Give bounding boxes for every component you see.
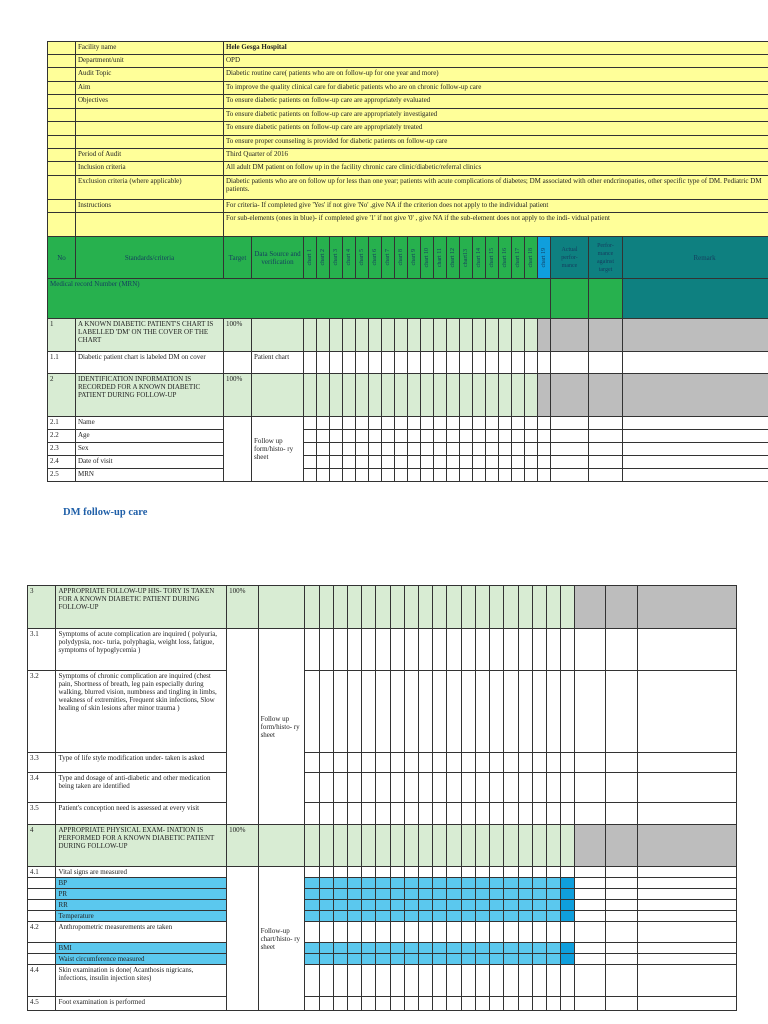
row-no: 3.3 [28,753,56,773]
header-chart: chart13 [463,248,469,267]
sub-criterion-row [48,352,768,374]
period-row [48,149,768,162]
header-chart: chart 18 [528,247,534,268]
data-source: Follow-up chart/histo- ry sheet [258,867,305,1011]
header-chart: chart 2 [320,249,326,266]
row-target: 100% [224,374,252,417]
objective-row [48,122,768,136]
department-row [48,55,768,68]
criterion-text: Vital signs are measured [56,867,227,878]
sub-criterion-row [28,997,737,1011]
aim-value: To improve the quality clinical care for diabetic patients who are on chronic follow-up care [224,82,768,95]
aim-row [48,82,768,95]
facility-label: Facility name [76,42,224,55]
criterion-text: Type of life style modification under- taken is asked [56,753,227,773]
objective-row [48,136,768,149]
sub-criterion-row [48,417,768,430]
data-source: Follow up form/histo- ry sheet [252,417,304,482]
instructions-row [48,200,768,213]
criterion-row [48,319,768,352]
header-chart: chart 14 [476,247,482,268]
row-no: 2 [48,374,76,417]
header-chart: chart 16 [502,247,508,268]
exclusion-value: Diabetic patients who are on follow up for less than one year; patients with acute complications of diabetes; DM associated with other endcrinopaties, other specific type of DM. Pediatric DM patients. [224,176,768,200]
sub-criterion-row [48,456,768,469]
sub-criterion-row [28,803,737,825]
sub-criterion-row [28,773,737,803]
criterion-text: IDENTIFICATION INFORMATION IS RECORDED FOR A KNOWN DIABETIC PATIENT DURING FOLLOW-UP [76,374,224,417]
header-remark: Remark [623,237,768,279]
row-no: 4 [28,825,56,867]
sub-element-row [28,954,737,965]
header-chart: chart 6 [372,249,378,266]
section-title: DM follow-up care [63,507,148,518]
criterion-text: Symptoms of acute complication are inquired ( polyuria, polydypsia, noc- turia, polyphagia, weight loss, fatigue, symptoms of hypoglycemia ) [56,629,227,671]
objective-row [48,109,768,122]
inclusion-row [48,162,768,176]
criterion-text: Diabetic patient chart is labeled DM on cover [76,352,224,374]
header-chart: chart 5 [359,249,365,266]
sub-element-row [28,900,737,911]
period-label: Period of Audit [76,149,224,162]
data-source: Patient chart [252,352,304,374]
header-chart: chart 7 [385,249,391,266]
data-source: Follow up form/histo- ry sheet [258,629,305,825]
sub-criterion-row [28,965,737,997]
sub-criterion-row [28,671,737,753]
header-chart: chart 12 [450,247,456,268]
criterion-text: Skin examination is done( Acanthosis nigricans, infections, insulin injection sites) [56,965,227,997]
sub-criterion-row [48,430,768,443]
department-label: Department/unit [76,55,224,68]
instruction-1: For criteria- If completed give 'Yes' if not give 'No' ,give NA if the criterion does not apply to the individual patient [224,200,768,213]
header-performance: Perfor- mance against target [589,237,623,279]
row-target: 100% [227,586,258,629]
header-chart: chart 11 [437,247,443,268]
row-target: 100% [227,825,258,867]
header-chart: chart 3 [333,249,339,266]
row-no: 4.2 [28,922,56,943]
criterion-text: Anthropometric measurements are taken [56,922,227,943]
objective-2: To ensure diabetic patients on follow-up care are appropriately investigated [224,109,768,122]
department-value: OPD [224,55,768,68]
inclusion-value: All adult DM patient on follow up in the facility chronic care clinic/diabetic/referral clinics [224,162,768,176]
row-no: 3.1 [28,629,56,671]
exclusion-row [48,176,768,200]
mrn-row [48,279,768,319]
criterion-text: Type and dosage of anti-diabetic and other medication being taken are identified [56,773,227,803]
topic-label: Audit Topic [76,68,224,82]
followup-table [27,585,737,1011]
criterion-row [48,374,768,417]
header-chart: chart 10 [424,247,430,268]
sub-element-row [28,878,737,889]
objectives-label: Objectives [76,95,224,109]
instructions-row [48,213,768,237]
header-chart: chart 8 [398,249,404,266]
sub-element-row [28,911,737,922]
inclusion-label: Inclusion criteria [76,162,224,176]
sub-element-label: Temperature [56,911,227,922]
criterion-text: Symptoms of chronic complication are inquired (chest pain, Shortness of breath, leg pain especially during walking, blurred vision, numbness and tingling in limbs, weakness of extremities, Frequent skin infections, Slow healing of skin lesions after minor trauma ) [56,671,227,753]
sub-element-label: PR [56,889,227,900]
sub-element-row [28,889,737,900]
row-target: 100% [224,319,252,352]
instructions-label: Instructions [76,200,224,213]
row-no: 3.2 [28,671,56,753]
sub-element-label: Waist circumference measured [56,954,227,965]
facility-value: Hele Gesga Hospital [224,42,768,55]
objective-3: To ensure diabetic patients on follow-up care are appropriately treated [224,122,768,136]
criterion-text: Sex [76,443,224,456]
objective-1: To ensure diabetic patients on follow-up care are appropriately evaluated [224,95,768,109]
period-value: Third Quarter of 2016 [224,149,768,162]
sub-element-label: RR [56,900,227,911]
criterion-text: Name [76,417,224,430]
row-no: 2.1 [48,417,76,430]
criterion-text: Date of visit [76,456,224,469]
row-no: 4.1 [28,867,56,878]
header-chart: chart 15 [489,247,495,268]
row-no: 1.1 [48,352,76,374]
sub-element-label: BP [56,878,227,889]
objective-row [48,95,768,109]
row-no: 2.2 [48,430,76,443]
sub-element-row [28,943,737,954]
column-header-row [48,237,768,279]
topic-value: Diabetic routine care( patients who are on follow-up for one year and more) [224,68,768,82]
header-actual: Actual perfor- mance [551,237,589,279]
header-chart: chart 4 [346,249,352,266]
header-standards: Standards/criteria [76,237,224,279]
sub-element-label: BMI [56,943,227,954]
aim-label: Aim [76,82,224,95]
sub-criterion-row [28,867,737,878]
row-no: 2.4 [48,456,76,469]
row-no: 2.5 [48,469,76,482]
sub-criterion-row [48,469,768,482]
row-no: 2.3 [48,443,76,456]
header-target: Target [224,237,252,279]
criterion-text: Foot examination is performed [56,997,227,1011]
sub-criterion-row [28,922,737,943]
topic-row [48,68,768,82]
audit-table [47,41,768,482]
sub-criterion-row [28,753,737,773]
criterion-text: Age [76,430,224,443]
row-no: 3.5 [28,803,56,825]
header-chart: chart 1 [307,249,313,266]
row-no: 3 [28,586,56,629]
criterion-text: APPROPRIATE FOLLOW-UP HIS- TORY IS TAKEN FOR A KNOWN DIABETIC PATIENT DURING FOLLOW-UP [56,586,227,629]
row-no: 4.4 [28,965,56,997]
header-chart: chart 9 [411,249,417,266]
criterion-text: Patient's conception need is assessed at every visit [56,803,227,825]
exclusion-label: Exclusion criteria (where applicable) [76,176,224,200]
criterion-text: MRN [76,469,224,482]
sub-criterion-row [28,629,737,671]
sub-criterion-row [48,443,768,456]
instruction-2: For sub-elements (ones in blue)- if completed give '1' if not give '0' , give NA if the sub-element does not apply to the indi- vidual patient [224,213,768,237]
mrn-label: Medical record Number (MRN) [48,279,551,319]
header-chart: chart 19 [541,247,547,268]
row-no: 1 [48,319,76,352]
criterion-text: A KNOWN DIABETIC PATIENT'S CHART IS LABELLED 'DM' ON THE COVER OF THE CHART [76,319,224,352]
facility-row [48,42,768,55]
header-no: No [48,237,76,279]
header-chart: chart 17 [515,247,521,268]
criterion-row [28,825,737,867]
header-data-source: Data Source and verification [252,237,304,279]
objective-4: To ensure proper counseling is provided for diabetic patients on follow-up care [224,136,768,149]
criterion-row [28,586,737,629]
criterion-text: APPROPRIATE PHYSICAL EXAM- INATION IS PERFORMED FOR A KNOWN DIABETIC PATIENT DURING FOLLOW-UP [56,825,227,867]
row-no: 3.4 [28,773,56,803]
row-no: 4.5 [28,997,56,1011]
